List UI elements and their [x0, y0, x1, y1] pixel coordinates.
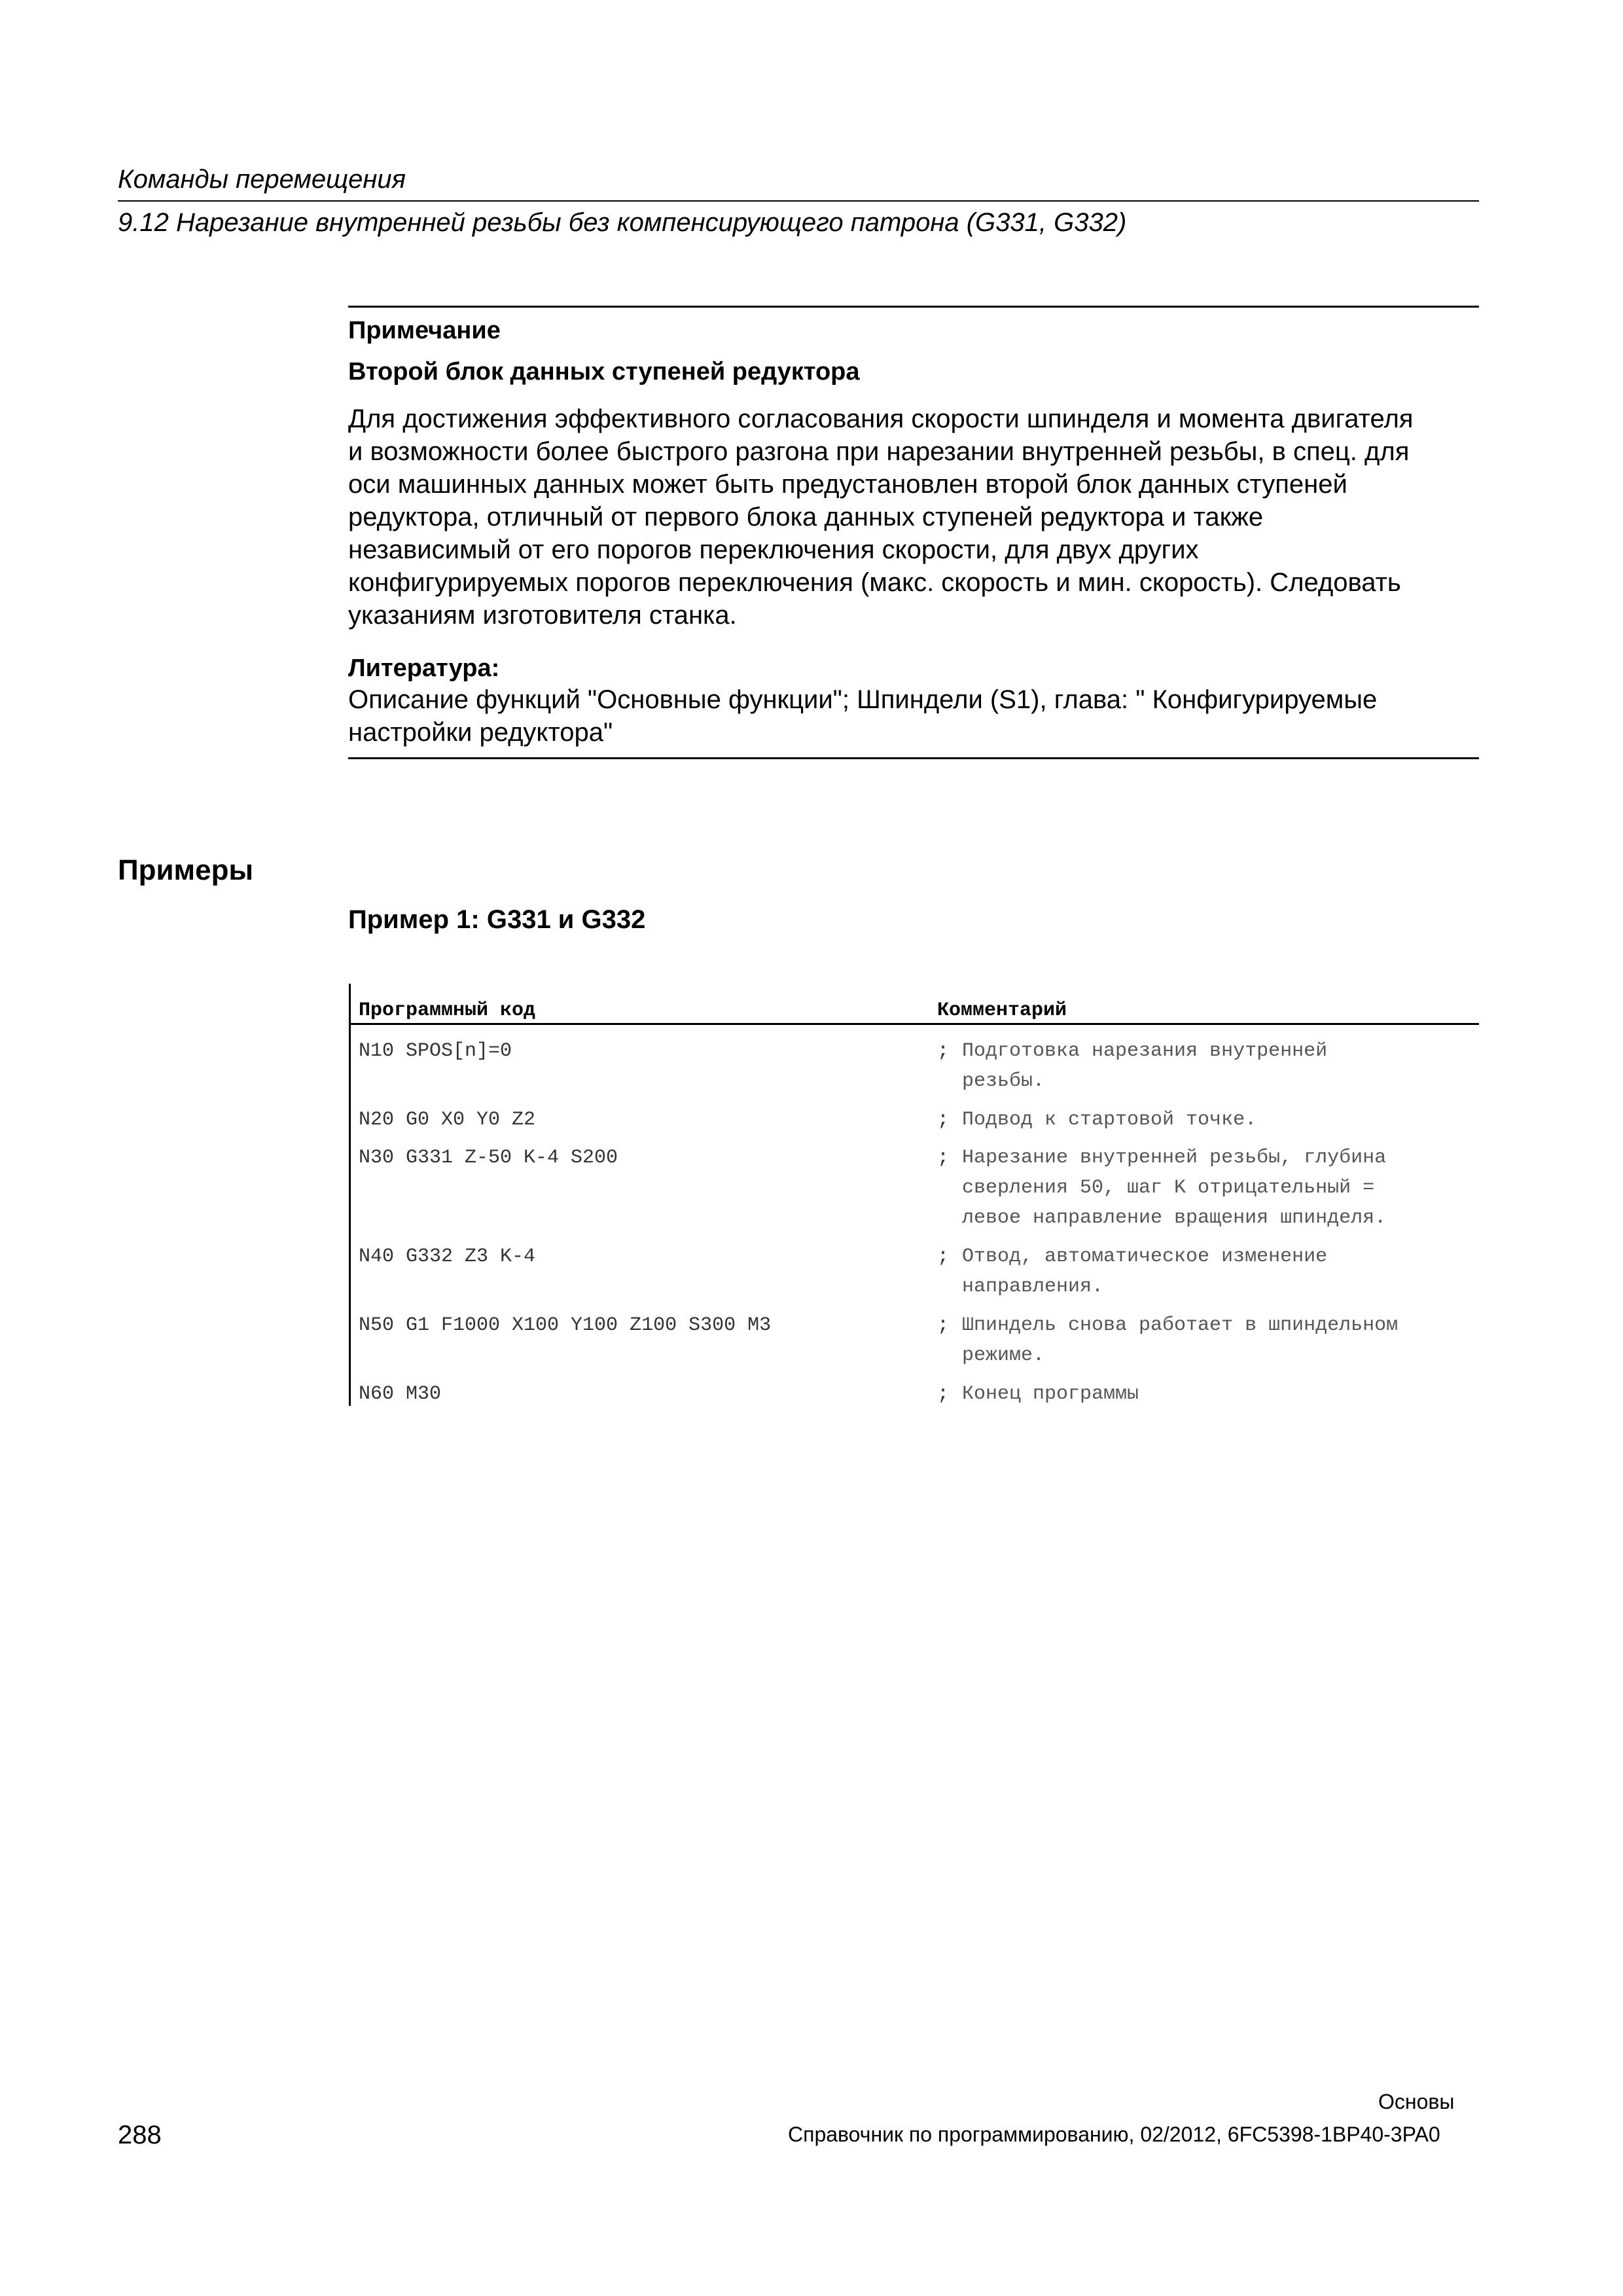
comment-cell: Шпиндель снова работает в шпиндельном [962, 1314, 1399, 1336]
code-cell: N40 G332 Z3 K-4 [359, 1246, 536, 1268]
note-top-rule [348, 306, 1479, 308]
note-body-line: Для достижения эффективного согласования скорости шпинделя и момента двигателя [348, 404, 1414, 433]
comment-marker: ; [937, 1246, 950, 1268]
note-body-line: оси машинных данных может быть предустановлен второй блок данных ступеней [348, 470, 1347, 499]
note-subtitle: Второй блок данных ступеней редуктора [348, 358, 860, 386]
note-body-line: конфигурируемых порогов переключения (макс. скорость и мин. скорость). Следовать [348, 568, 1401, 597]
table-header-rule [349, 1023, 1479, 1025]
note-body-line: указаниям изготовителя станка. [348, 601, 737, 630]
comment-cell: Нарезание внутренней резьбы, глубина [962, 1147, 1387, 1169]
comment-cell: резьбы. [962, 1070, 1045, 1092]
comment-cell: Подготовка нарезания внутренней [962, 1040, 1328, 1062]
code-cell: N60 M30 [359, 1383, 442, 1405]
page-number: 288 [118, 2121, 162, 2149]
note-bottom-rule [348, 757, 1479, 759]
comment-cell: направления. [962, 1276, 1104, 1298]
comment-marker: ; [937, 1040, 950, 1062]
code-cell: N30 G331 Z-50 K-4 S200 [359, 1147, 618, 1169]
running-header-chapter: Команды перемещения [118, 165, 406, 194]
code-cell: N50 G1 F1000 X100 Y100 Z100 S300 M3 [359, 1314, 772, 1336]
code-cell: N10 SPOS[n]=0 [359, 1040, 512, 1062]
comment-cell: Отвод, автоматическое изменение [962, 1246, 1328, 1268]
comment-marker: ; [937, 1109, 950, 1131]
note-body-line: независимый от его порогов переключения скорости, для двух других [348, 535, 1199, 564]
column-header-code: Программный код [359, 999, 536, 1022]
header-rule [118, 200, 1479, 202]
note-body-line: и возможности более быстрого разгона при нарезании внутренней резьбы, в спец. для [348, 437, 1410, 466]
table-left-rule [349, 984, 351, 1406]
comment-marker: ; [937, 1314, 950, 1336]
literature-line: настройки редуктора" [348, 718, 613, 747]
note-title: Примечание [348, 317, 501, 344]
running-header-section: 9.12 Нарезание внутренней резьбы без компенсирующего патрона (G331, G332) [118, 208, 1127, 237]
footer-document-reference: Справочник по программированию, 02/2012, 6FC5398-1BP40-3PA0 [788, 2123, 1440, 2146]
comment-marker: ; [937, 1383, 950, 1405]
comment-cell: Подвод к стартовой точке. [962, 1109, 1257, 1131]
comment-marker: ; [937, 1147, 950, 1169]
comment-cell: режиме. [962, 1344, 1045, 1367]
comment-cell: Конец программы [962, 1383, 1139, 1405]
literature-heading: Литература: [348, 655, 500, 682]
example1-heading: Пример 1: G331 и G332 [348, 905, 646, 934]
column-header-comment: Комментарий [937, 999, 1067, 1022]
note-body-line: редуктора, отличный от первого блока данных ступеней редуктора и также [348, 503, 1264, 531]
literature-line: Описание функций "Основные функции"; Шпиндели (S1), глава: " Конфигурируемые [348, 685, 1378, 714]
comment-cell: сверления 50, шаг K отрицательный = [962, 1177, 1375, 1199]
footer-document-title: Основы [1378, 2090, 1455, 2113]
code-cell: N20 G0 X0 Y0 Z2 [359, 1109, 536, 1131]
examples-heading: Примеры [118, 854, 254, 886]
comment-cell: левое направление вращения шпинделя. [962, 1207, 1387, 1229]
